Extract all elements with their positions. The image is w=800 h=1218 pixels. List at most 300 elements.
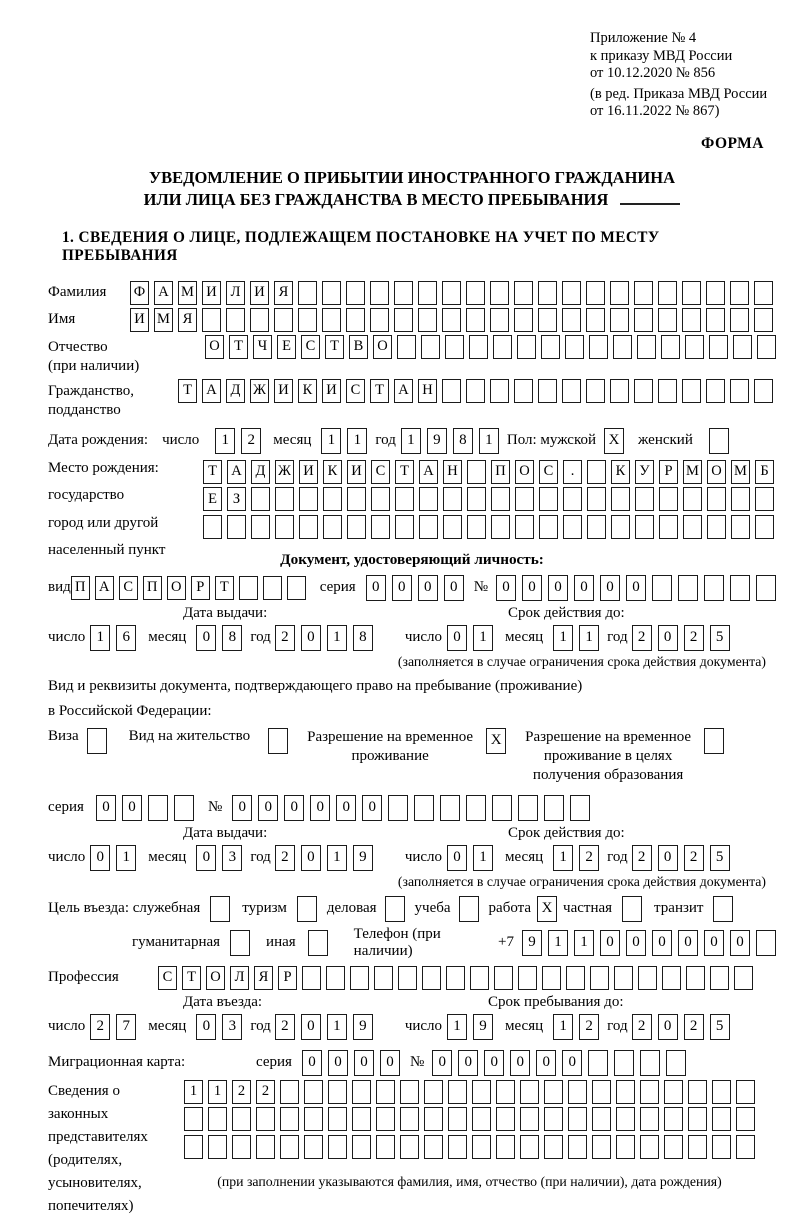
char-cell[interactable]: [587, 460, 606, 484]
char-cell[interactable]: [232, 1107, 251, 1131]
char-cell[interactable]: [688, 1107, 707, 1131]
char-cell[interactable]: [517, 335, 536, 359]
char-cell[interactable]: 1: [553, 845, 573, 871]
char-cell[interactable]: [472, 1107, 491, 1131]
char-cell[interactable]: [299, 515, 318, 539]
char-cell[interactable]: [491, 487, 510, 511]
char-cell[interactable]: [707, 515, 726, 539]
residence-permit-checkbox[interactable]: [268, 728, 288, 754]
char-cell[interactable]: 0: [522, 575, 542, 601]
char-cell[interactable]: [566, 966, 585, 990]
char-cell[interactable]: [707, 487, 726, 511]
char-cell[interactable]: С: [371, 460, 390, 484]
char-cell[interactable]: И: [347, 460, 366, 484]
char-cell[interactable]: 0: [600, 575, 620, 601]
char-cell[interactable]: [586, 379, 605, 403]
char-cell[interactable]: 0: [336, 795, 356, 821]
char-cell[interactable]: 0: [418, 575, 438, 601]
char-cell[interactable]: [466, 308, 485, 332]
purpose-study-checkbox[interactable]: [459, 896, 479, 922]
char-cell[interactable]: [448, 1080, 467, 1104]
char-cell[interactable]: 9: [522, 930, 542, 956]
char-cell[interactable]: И: [299, 460, 318, 484]
char-cell[interactable]: [226, 308, 245, 332]
char-cell[interactable]: [635, 515, 654, 539]
char-cell[interactable]: [542, 966, 561, 990]
char-cell[interactable]: 8: [453, 428, 473, 454]
char-cell[interactable]: Д: [251, 460, 270, 484]
char-cell[interactable]: [370, 308, 389, 332]
char-cell[interactable]: [304, 1107, 323, 1131]
char-cell[interactable]: 1: [327, 1014, 347, 1040]
char-cell[interactable]: Л: [230, 966, 249, 990]
char-cell[interactable]: [492, 795, 512, 821]
char-cell[interactable]: 2: [232, 1080, 251, 1104]
char-cell[interactable]: [376, 1107, 395, 1131]
char-cell[interactable]: [590, 966, 609, 990]
char-cell[interactable]: [370, 281, 389, 305]
char-cell[interactable]: П: [71, 576, 90, 600]
char-cell[interactable]: 1: [208, 1080, 227, 1104]
char-cell[interactable]: [683, 487, 702, 511]
char-cell[interactable]: [658, 281, 677, 305]
char-cell[interactable]: 1: [553, 1014, 573, 1040]
char-cell[interactable]: 0: [536, 1050, 556, 1076]
char-cell[interactable]: [374, 966, 393, 990]
char-cell[interactable]: [730, 379, 749, 403]
char-cell[interactable]: [440, 795, 460, 821]
char-cell[interactable]: [466, 281, 485, 305]
char-cell[interactable]: [322, 281, 341, 305]
char-cell[interactable]: 2: [275, 625, 295, 651]
char-cell[interactable]: [734, 966, 753, 990]
char-cell[interactable]: [466, 379, 485, 403]
char-cell[interactable]: [754, 379, 773, 403]
char-cell[interactable]: С: [346, 379, 365, 403]
char-cell[interactable]: [733, 335, 752, 359]
char-cell[interactable]: 0: [301, 625, 321, 651]
char-cell[interactable]: П: [491, 460, 510, 484]
char-cell[interactable]: 9: [473, 1014, 493, 1040]
char-cell[interactable]: 1: [473, 625, 493, 651]
char-cell[interactable]: Я: [178, 308, 197, 332]
char-cell[interactable]: [394, 308, 413, 332]
char-cell[interactable]: 1: [579, 625, 599, 651]
char-cell[interactable]: [202, 308, 221, 332]
char-cell[interactable]: К: [611, 460, 630, 484]
char-cell[interactable]: [587, 487, 606, 511]
char-cell[interactable]: 0: [380, 1050, 400, 1076]
char-cell[interactable]: [256, 1107, 275, 1131]
char-cell[interactable]: [611, 487, 630, 511]
char-cell[interactable]: А: [419, 460, 438, 484]
char-cell[interactable]: 0: [122, 795, 142, 821]
char-cell[interactable]: [442, 308, 461, 332]
char-cell[interactable]: 3: [222, 845, 242, 871]
char-cell[interactable]: Ж: [275, 460, 294, 484]
char-cell[interactable]: [730, 575, 750, 601]
char-cell[interactable]: [400, 1135, 419, 1159]
char-cell[interactable]: 2: [632, 1014, 652, 1040]
char-cell[interactable]: [730, 308, 749, 332]
char-cell[interactable]: [658, 308, 677, 332]
char-cell[interactable]: Р: [278, 966, 297, 990]
char-cell[interactable]: [328, 1107, 347, 1131]
char-cell[interactable]: 0: [301, 845, 321, 871]
char-cell[interactable]: [352, 1135, 371, 1159]
char-cell[interactable]: 2: [684, 845, 704, 871]
sex-male-checkbox[interactable]: X: [604, 428, 624, 454]
char-cell[interactable]: 1: [574, 930, 594, 956]
char-cell[interactable]: [541, 335, 560, 359]
char-cell[interactable]: [515, 487, 534, 511]
char-cell[interactable]: Т: [395, 460, 414, 484]
char-cell[interactable]: .: [563, 460, 582, 484]
char-cell[interactable]: 9: [427, 428, 447, 454]
char-cell[interactable]: 3: [222, 1014, 242, 1040]
char-cell[interactable]: [251, 515, 270, 539]
char-cell[interactable]: [683, 515, 702, 539]
char-cell[interactable]: [661, 335, 680, 359]
purpose-commercial-checkbox[interactable]: [385, 896, 405, 922]
char-cell[interactable]: [346, 281, 365, 305]
char-cell[interactable]: [443, 515, 462, 539]
char-cell[interactable]: [616, 1107, 635, 1131]
char-cell[interactable]: Ж: [250, 379, 269, 403]
char-cell[interactable]: Б: [755, 460, 774, 484]
char-cell[interactable]: А: [202, 379, 221, 403]
char-cell[interactable]: А: [154, 281, 173, 305]
char-cell[interactable]: [592, 1135, 611, 1159]
char-cell[interactable]: [611, 515, 630, 539]
char-cell[interactable]: [634, 281, 653, 305]
char-cell[interactable]: [496, 1080, 515, 1104]
char-cell[interactable]: 0: [90, 845, 110, 871]
char-cell[interactable]: С: [158, 966, 177, 990]
char-cell[interactable]: [613, 335, 632, 359]
char-cell[interactable]: 0: [354, 1050, 374, 1076]
char-cell[interactable]: [328, 1135, 347, 1159]
char-cell[interactable]: [275, 487, 294, 511]
char-cell[interactable]: И: [322, 379, 341, 403]
char-cell[interactable]: [589, 335, 608, 359]
char-cell[interactable]: И: [274, 379, 293, 403]
char-cell[interactable]: 2: [256, 1080, 275, 1104]
char-cell[interactable]: Р: [659, 460, 678, 484]
char-cell[interactable]: [347, 487, 366, 511]
char-cell[interactable]: [280, 1080, 299, 1104]
char-cell[interactable]: [539, 515, 558, 539]
char-cell[interactable]: Я: [274, 281, 293, 305]
char-cell[interactable]: 0: [600, 930, 620, 956]
char-cell[interactable]: [635, 487, 654, 511]
char-cell[interactable]: О: [515, 460, 534, 484]
char-cell[interactable]: 0: [704, 930, 724, 956]
char-cell[interactable]: Т: [182, 966, 201, 990]
char-cell[interactable]: 0: [447, 845, 467, 871]
char-cell[interactable]: Т: [178, 379, 197, 403]
char-cell[interactable]: 2: [275, 845, 295, 871]
char-cell[interactable]: [706, 379, 725, 403]
char-cell[interactable]: 0: [196, 1014, 216, 1040]
char-cell[interactable]: [565, 335, 584, 359]
char-cell[interactable]: [634, 379, 653, 403]
char-cell[interactable]: [570, 795, 590, 821]
char-cell[interactable]: [397, 335, 416, 359]
char-cell[interactable]: [709, 335, 728, 359]
char-cell[interactable]: 0: [96, 795, 116, 821]
char-cell[interactable]: 0: [496, 575, 516, 601]
char-cell[interactable]: [347, 515, 366, 539]
char-cell[interactable]: К: [298, 379, 317, 403]
char-cell[interactable]: Т: [325, 335, 344, 359]
char-cell[interactable]: [568, 1107, 587, 1131]
char-cell[interactable]: [424, 1135, 443, 1159]
char-cell[interactable]: [418, 308, 437, 332]
char-cell[interactable]: И: [130, 308, 149, 332]
char-cell[interactable]: [148, 795, 168, 821]
char-cell[interactable]: [664, 1080, 683, 1104]
char-cell[interactable]: [652, 575, 672, 601]
char-cell[interactable]: Ф: [130, 281, 149, 305]
char-cell[interactable]: [518, 795, 538, 821]
char-cell[interactable]: [736, 1080, 755, 1104]
char-cell[interactable]: 2: [684, 625, 704, 651]
char-cell[interactable]: [424, 1080, 443, 1104]
char-cell[interactable]: [299, 487, 318, 511]
char-cell[interactable]: 0: [366, 575, 386, 601]
char-cell[interactable]: [731, 515, 750, 539]
char-cell[interactable]: [616, 1135, 635, 1159]
char-cell[interactable]: 0: [196, 845, 216, 871]
temp-residence-edu-checkbox[interactable]: [704, 728, 724, 754]
char-cell[interactable]: [514, 281, 533, 305]
char-cell[interactable]: 0: [484, 1050, 504, 1076]
char-cell[interactable]: И: [250, 281, 269, 305]
char-cell[interactable]: 2: [275, 1014, 295, 1040]
char-cell[interactable]: 0: [658, 1014, 678, 1040]
char-cell[interactable]: 0: [284, 795, 304, 821]
char-cell[interactable]: [514, 308, 533, 332]
char-cell[interactable]: Т: [215, 576, 234, 600]
char-cell[interactable]: [280, 1135, 299, 1159]
char-cell[interactable]: [494, 966, 513, 990]
char-cell[interactable]: А: [95, 576, 114, 600]
char-cell[interactable]: [586, 308, 605, 332]
char-cell[interactable]: [418, 281, 437, 305]
char-cell[interactable]: 0: [432, 1050, 452, 1076]
char-cell[interactable]: 0: [510, 1050, 530, 1076]
char-cell[interactable]: Р: [191, 576, 210, 600]
char-cell[interactable]: [538, 308, 557, 332]
char-cell[interactable]: 0: [626, 575, 646, 601]
char-cell[interactable]: 1: [447, 1014, 467, 1040]
char-cell[interactable]: [419, 515, 438, 539]
char-cell[interactable]: [640, 1107, 659, 1131]
char-cell[interactable]: 9: [353, 1014, 373, 1040]
char-cell[interactable]: [754, 281, 773, 305]
char-cell[interactable]: [287, 576, 306, 600]
char-cell[interactable]: [326, 966, 345, 990]
char-cell[interactable]: [563, 515, 582, 539]
char-cell[interactable]: [350, 966, 369, 990]
char-cell[interactable]: [302, 966, 321, 990]
char-cell[interactable]: [610, 281, 629, 305]
char-cell[interactable]: 0: [658, 625, 678, 651]
purpose-tourism-checkbox[interactable]: [297, 896, 317, 922]
char-cell[interactable]: [520, 1135, 539, 1159]
char-cell[interactable]: [304, 1080, 323, 1104]
char-cell[interactable]: [174, 795, 194, 821]
char-cell[interactable]: [586, 281, 605, 305]
char-cell[interactable]: 8: [353, 625, 373, 651]
char-cell[interactable]: [352, 1107, 371, 1131]
char-cell[interactable]: [587, 515, 606, 539]
char-cell[interactable]: [712, 1107, 731, 1131]
char-cell[interactable]: 1: [116, 845, 136, 871]
char-cell[interactable]: [659, 515, 678, 539]
char-cell[interactable]: 1: [347, 428, 367, 454]
char-cell[interactable]: [588, 1050, 608, 1076]
char-cell[interactable]: [731, 487, 750, 511]
char-cell[interactable]: [274, 308, 293, 332]
char-cell[interactable]: [446, 966, 465, 990]
char-cell[interactable]: 8: [222, 625, 242, 651]
char-cell[interactable]: [706, 281, 725, 305]
char-cell[interactable]: [376, 1135, 395, 1159]
char-cell[interactable]: [704, 575, 724, 601]
char-cell[interactable]: 1: [401, 428, 421, 454]
char-cell[interactable]: 1: [184, 1080, 203, 1104]
char-cell[interactable]: 0: [458, 1050, 478, 1076]
char-cell[interactable]: [616, 1080, 635, 1104]
char-cell[interactable]: [520, 1080, 539, 1104]
char-cell[interactable]: [232, 1135, 251, 1159]
char-cell[interactable]: [470, 966, 489, 990]
char-cell[interactable]: С: [119, 576, 138, 600]
char-cell[interactable]: 0: [196, 625, 216, 651]
char-cell[interactable]: [685, 335, 704, 359]
char-cell[interactable]: И: [202, 281, 221, 305]
char-cell[interactable]: [251, 487, 270, 511]
char-cell[interactable]: 1: [479, 428, 499, 454]
char-cell[interactable]: [756, 930, 776, 956]
char-cell[interactable]: [208, 1135, 227, 1159]
char-cell[interactable]: С: [301, 335, 320, 359]
temp-residence-checkbox[interactable]: X: [486, 728, 506, 754]
char-cell[interactable]: [544, 1135, 563, 1159]
char-cell[interactable]: [662, 966, 681, 990]
char-cell[interactable]: [263, 576, 282, 600]
char-cell[interactable]: Е: [277, 335, 296, 359]
char-cell[interactable]: [469, 335, 488, 359]
char-cell[interactable]: [757, 335, 776, 359]
char-cell[interactable]: О: [167, 576, 186, 600]
char-cell[interactable]: [754, 308, 773, 332]
char-cell[interactable]: 0: [652, 930, 672, 956]
char-cell[interactable]: [562, 308, 581, 332]
char-cell[interactable]: 0: [310, 795, 330, 821]
char-cell[interactable]: [388, 795, 408, 821]
char-cell[interactable]: [678, 575, 698, 601]
char-cell[interactable]: Т: [370, 379, 389, 403]
char-cell[interactable]: [323, 515, 342, 539]
char-cell[interactable]: [445, 335, 464, 359]
char-cell[interactable]: [688, 1080, 707, 1104]
char-cell[interactable]: [563, 487, 582, 511]
char-cell[interactable]: [400, 1107, 419, 1131]
char-cell[interactable]: [614, 1050, 634, 1076]
char-cell[interactable]: 5: [710, 625, 730, 651]
char-cell[interactable]: [472, 1135, 491, 1159]
char-cell[interactable]: [208, 1107, 227, 1131]
char-cell[interactable]: [328, 1080, 347, 1104]
char-cell[interactable]: 0: [447, 625, 467, 651]
char-cell[interactable]: О: [707, 460, 726, 484]
char-cell[interactable]: 2: [684, 1014, 704, 1040]
char-cell[interactable]: [568, 1135, 587, 1159]
char-cell[interactable]: [256, 1135, 275, 1159]
char-cell[interactable]: [352, 1080, 371, 1104]
char-cell[interactable]: 0: [444, 575, 464, 601]
char-cell[interactable]: Т: [203, 460, 222, 484]
char-cell[interactable]: 1: [548, 930, 568, 956]
char-cell[interactable]: 0: [301, 1014, 321, 1040]
char-cell[interactable]: 7: [116, 1014, 136, 1040]
char-cell[interactable]: [239, 576, 258, 600]
char-cell[interactable]: [496, 1135, 515, 1159]
char-cell[interactable]: [275, 515, 294, 539]
char-cell[interactable]: [664, 1135, 683, 1159]
char-cell[interactable]: С: [539, 460, 558, 484]
char-cell[interactable]: 0: [258, 795, 278, 821]
char-cell[interactable]: А: [227, 460, 246, 484]
char-cell[interactable]: [184, 1107, 203, 1131]
char-cell[interactable]: [544, 1107, 563, 1131]
char-cell[interactable]: 2: [241, 428, 261, 454]
char-cell[interactable]: [424, 1107, 443, 1131]
char-cell[interactable]: 1: [327, 845, 347, 871]
char-cell[interactable]: Н: [443, 460, 462, 484]
purpose-private-checkbox[interactable]: [622, 896, 642, 922]
char-cell[interactable]: 2: [579, 845, 599, 871]
char-cell[interactable]: [346, 308, 365, 332]
char-cell[interactable]: 1: [553, 625, 573, 651]
char-cell[interactable]: [634, 308, 653, 332]
char-cell[interactable]: К: [323, 460, 342, 484]
char-cell[interactable]: [520, 1107, 539, 1131]
char-cell[interactable]: [562, 281, 581, 305]
char-cell[interactable]: [640, 1050, 660, 1076]
char-cell[interactable]: [610, 308, 629, 332]
char-cell[interactable]: 1: [473, 845, 493, 871]
char-cell[interactable]: [414, 795, 434, 821]
char-cell[interactable]: [736, 1135, 755, 1159]
sex-female-checkbox[interactable]: [709, 428, 729, 454]
char-cell[interactable]: [610, 379, 629, 403]
char-cell[interactable]: 2: [90, 1014, 110, 1040]
char-cell[interactable]: [544, 795, 564, 821]
char-cell[interactable]: [712, 1135, 731, 1159]
char-cell[interactable]: [712, 1080, 731, 1104]
char-cell[interactable]: [539, 487, 558, 511]
char-cell[interactable]: 2: [632, 625, 652, 651]
char-cell[interactable]: [682, 281, 701, 305]
char-cell[interactable]: [659, 487, 678, 511]
char-cell[interactable]: [448, 1135, 467, 1159]
char-cell[interactable]: [493, 335, 512, 359]
char-cell[interactable]: Я: [254, 966, 273, 990]
